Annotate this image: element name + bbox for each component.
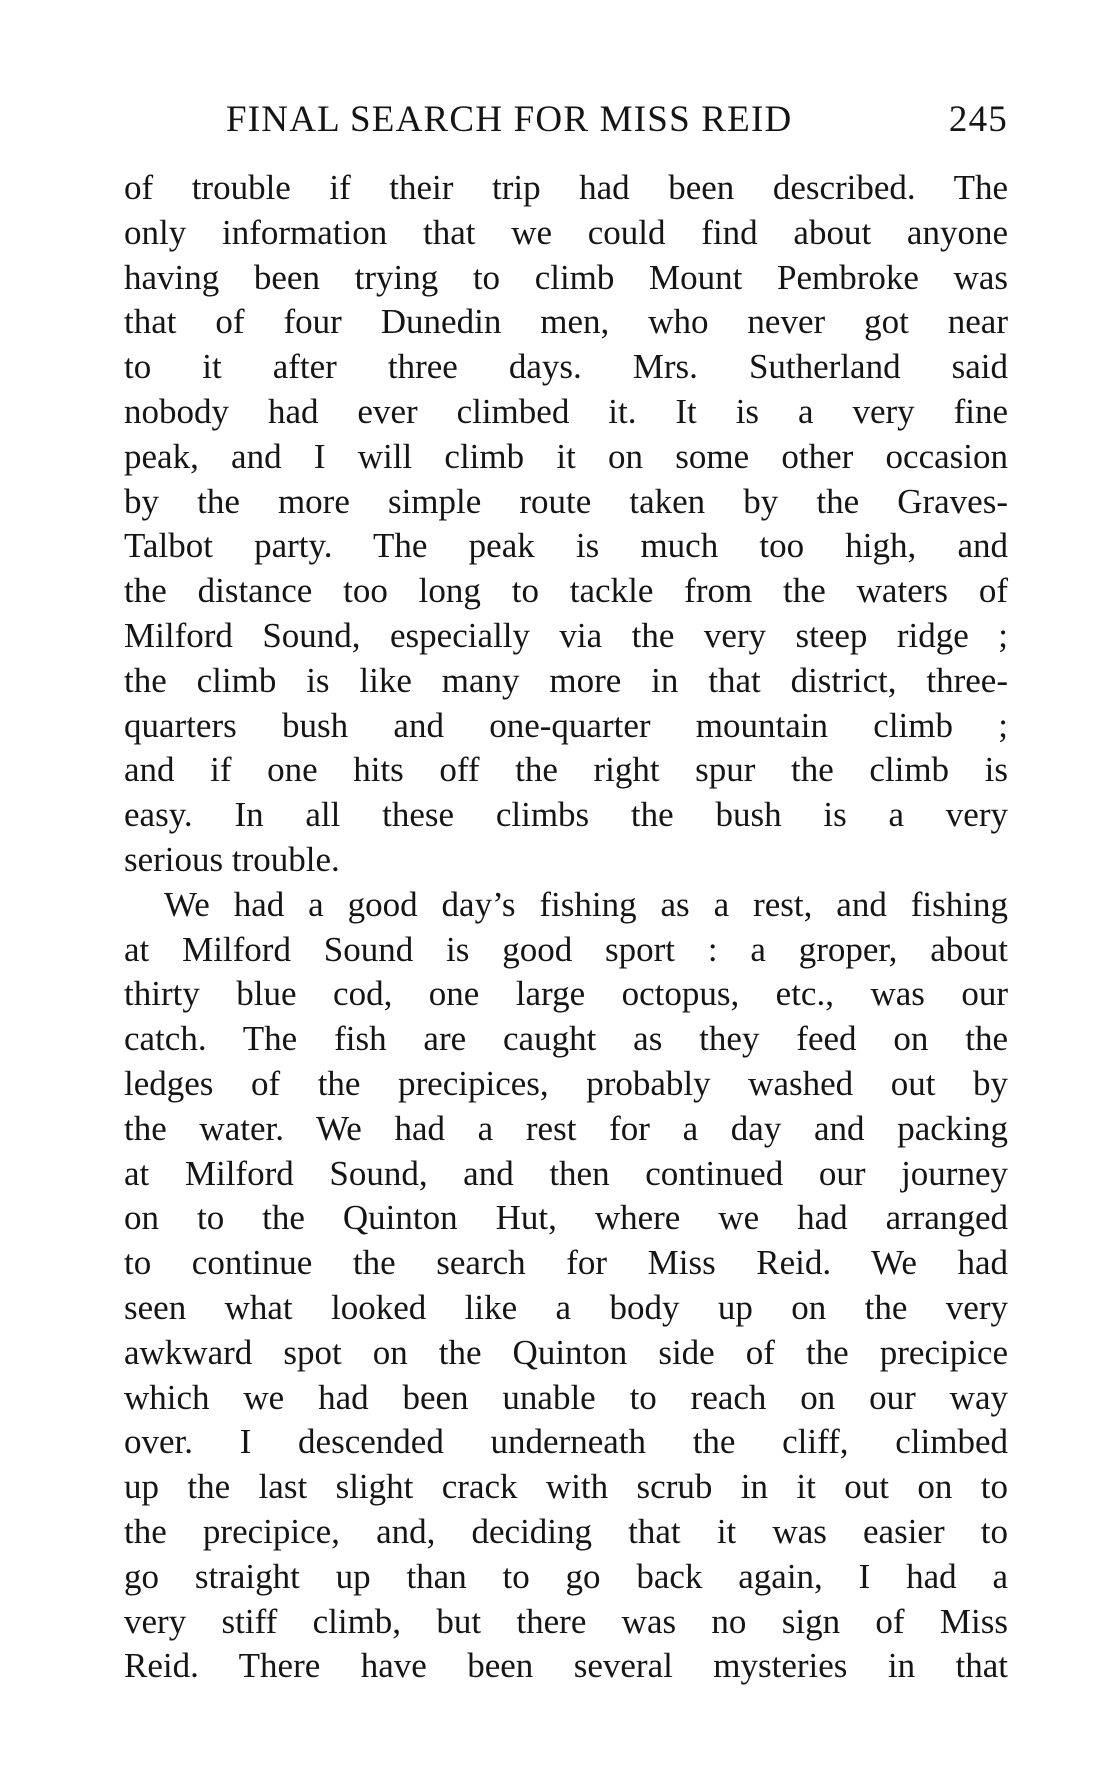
text-line: of trouble if their trip had been described. The bbox=[124, 168, 1008, 207]
text-line: at Milford Sound is good sport : a groper, about bbox=[124, 929, 1008, 969]
running-title: FINAL SEARCH FOR MISS REID bbox=[226, 99, 793, 140]
text-line: to it after three days. Mrs. Sutherland said bbox=[124, 347, 1008, 387]
text-line: Milford Sound, especially via the very steep ridge ; bbox=[124, 615, 1008, 655]
paragraph-1 bbox=[124, 166, 1008, 883]
running-header bbox=[124, 96, 1008, 144]
text-line: Talbot party. The peak is much too high, and bbox=[124, 526, 1008, 566]
text-line: nobody had ever climbed it. It is a very fine bbox=[124, 391, 1008, 431]
text-line: up the last slight crack with scrub in it out on to bbox=[124, 1467, 1008, 1507]
body-text bbox=[124, 166, 1008, 1689]
text-line: that of four Dunedin men, who never got near bbox=[124, 302, 1008, 342]
text-line: the water. We had a rest for a day and packing bbox=[124, 1108, 1008, 1148]
text-line: having been trying to climb Mount Pembroke was bbox=[124, 257, 1008, 297]
text-line: only information that we could find about anyone bbox=[124, 212, 1008, 252]
text-line: serious trouble. bbox=[124, 839, 340, 879]
text-line: to continue the search for Miss Reid. We had bbox=[124, 1243, 1008, 1283]
text-line: We had a good day’s fishing as a rest, and fishing bbox=[164, 884, 1008, 924]
text-line: on to the Quinton Hut, where we had arranged bbox=[124, 1198, 1008, 1238]
text-line: the distance too long to tackle from the waters of bbox=[124, 571, 1008, 611]
text-line: the precipice, and, deciding that it was easier to bbox=[124, 1511, 1008, 1551]
text-line: seen what looked like a body up on the very bbox=[124, 1287, 1008, 1327]
text-line: which we had been unable to reach on our way bbox=[124, 1377, 1008, 1417]
text-line: at Milford Sound, and then continued our journey bbox=[124, 1153, 1008, 1193]
text-line: catch. The fish are caught as they feed on the bbox=[124, 1019, 1008, 1059]
text-line: awkward spot on the Quinton side of the precipice bbox=[124, 1332, 1008, 1372]
text-line: quarters bush and one-quarter mountain climb ; bbox=[124, 705, 1008, 745]
text-line: by the more simple route taken by the Graves- bbox=[124, 481, 1008, 521]
text-line: over. I descended underneath the cliff, climbed bbox=[124, 1422, 1008, 1462]
page-number: 245 bbox=[948, 99, 1008, 140]
text-line: very stiff climb, but there was no sign of Miss bbox=[124, 1601, 1008, 1641]
text-line: easy. In all these climbs the bush is a very bbox=[124, 795, 1008, 835]
text-line: and if one hits off the right spur the climb is bbox=[124, 750, 1008, 790]
text-line: peak, and I will climb it on some other occasion bbox=[124, 436, 1008, 476]
text-line: go straight up than to go back again, I had a bbox=[124, 1556, 1008, 1596]
text-line: thirty blue cod, one large octopus, etc., was our bbox=[124, 974, 1008, 1014]
text-line: Reid. There have been several mysteries in that bbox=[124, 1646, 1008, 1686]
paragraph-2 bbox=[124, 883, 1008, 1689]
text-line: the climb is like many more in that district, three- bbox=[124, 660, 1008, 700]
text-line: ledges of the precipices, probably washed out by bbox=[124, 1063, 1008, 1103]
